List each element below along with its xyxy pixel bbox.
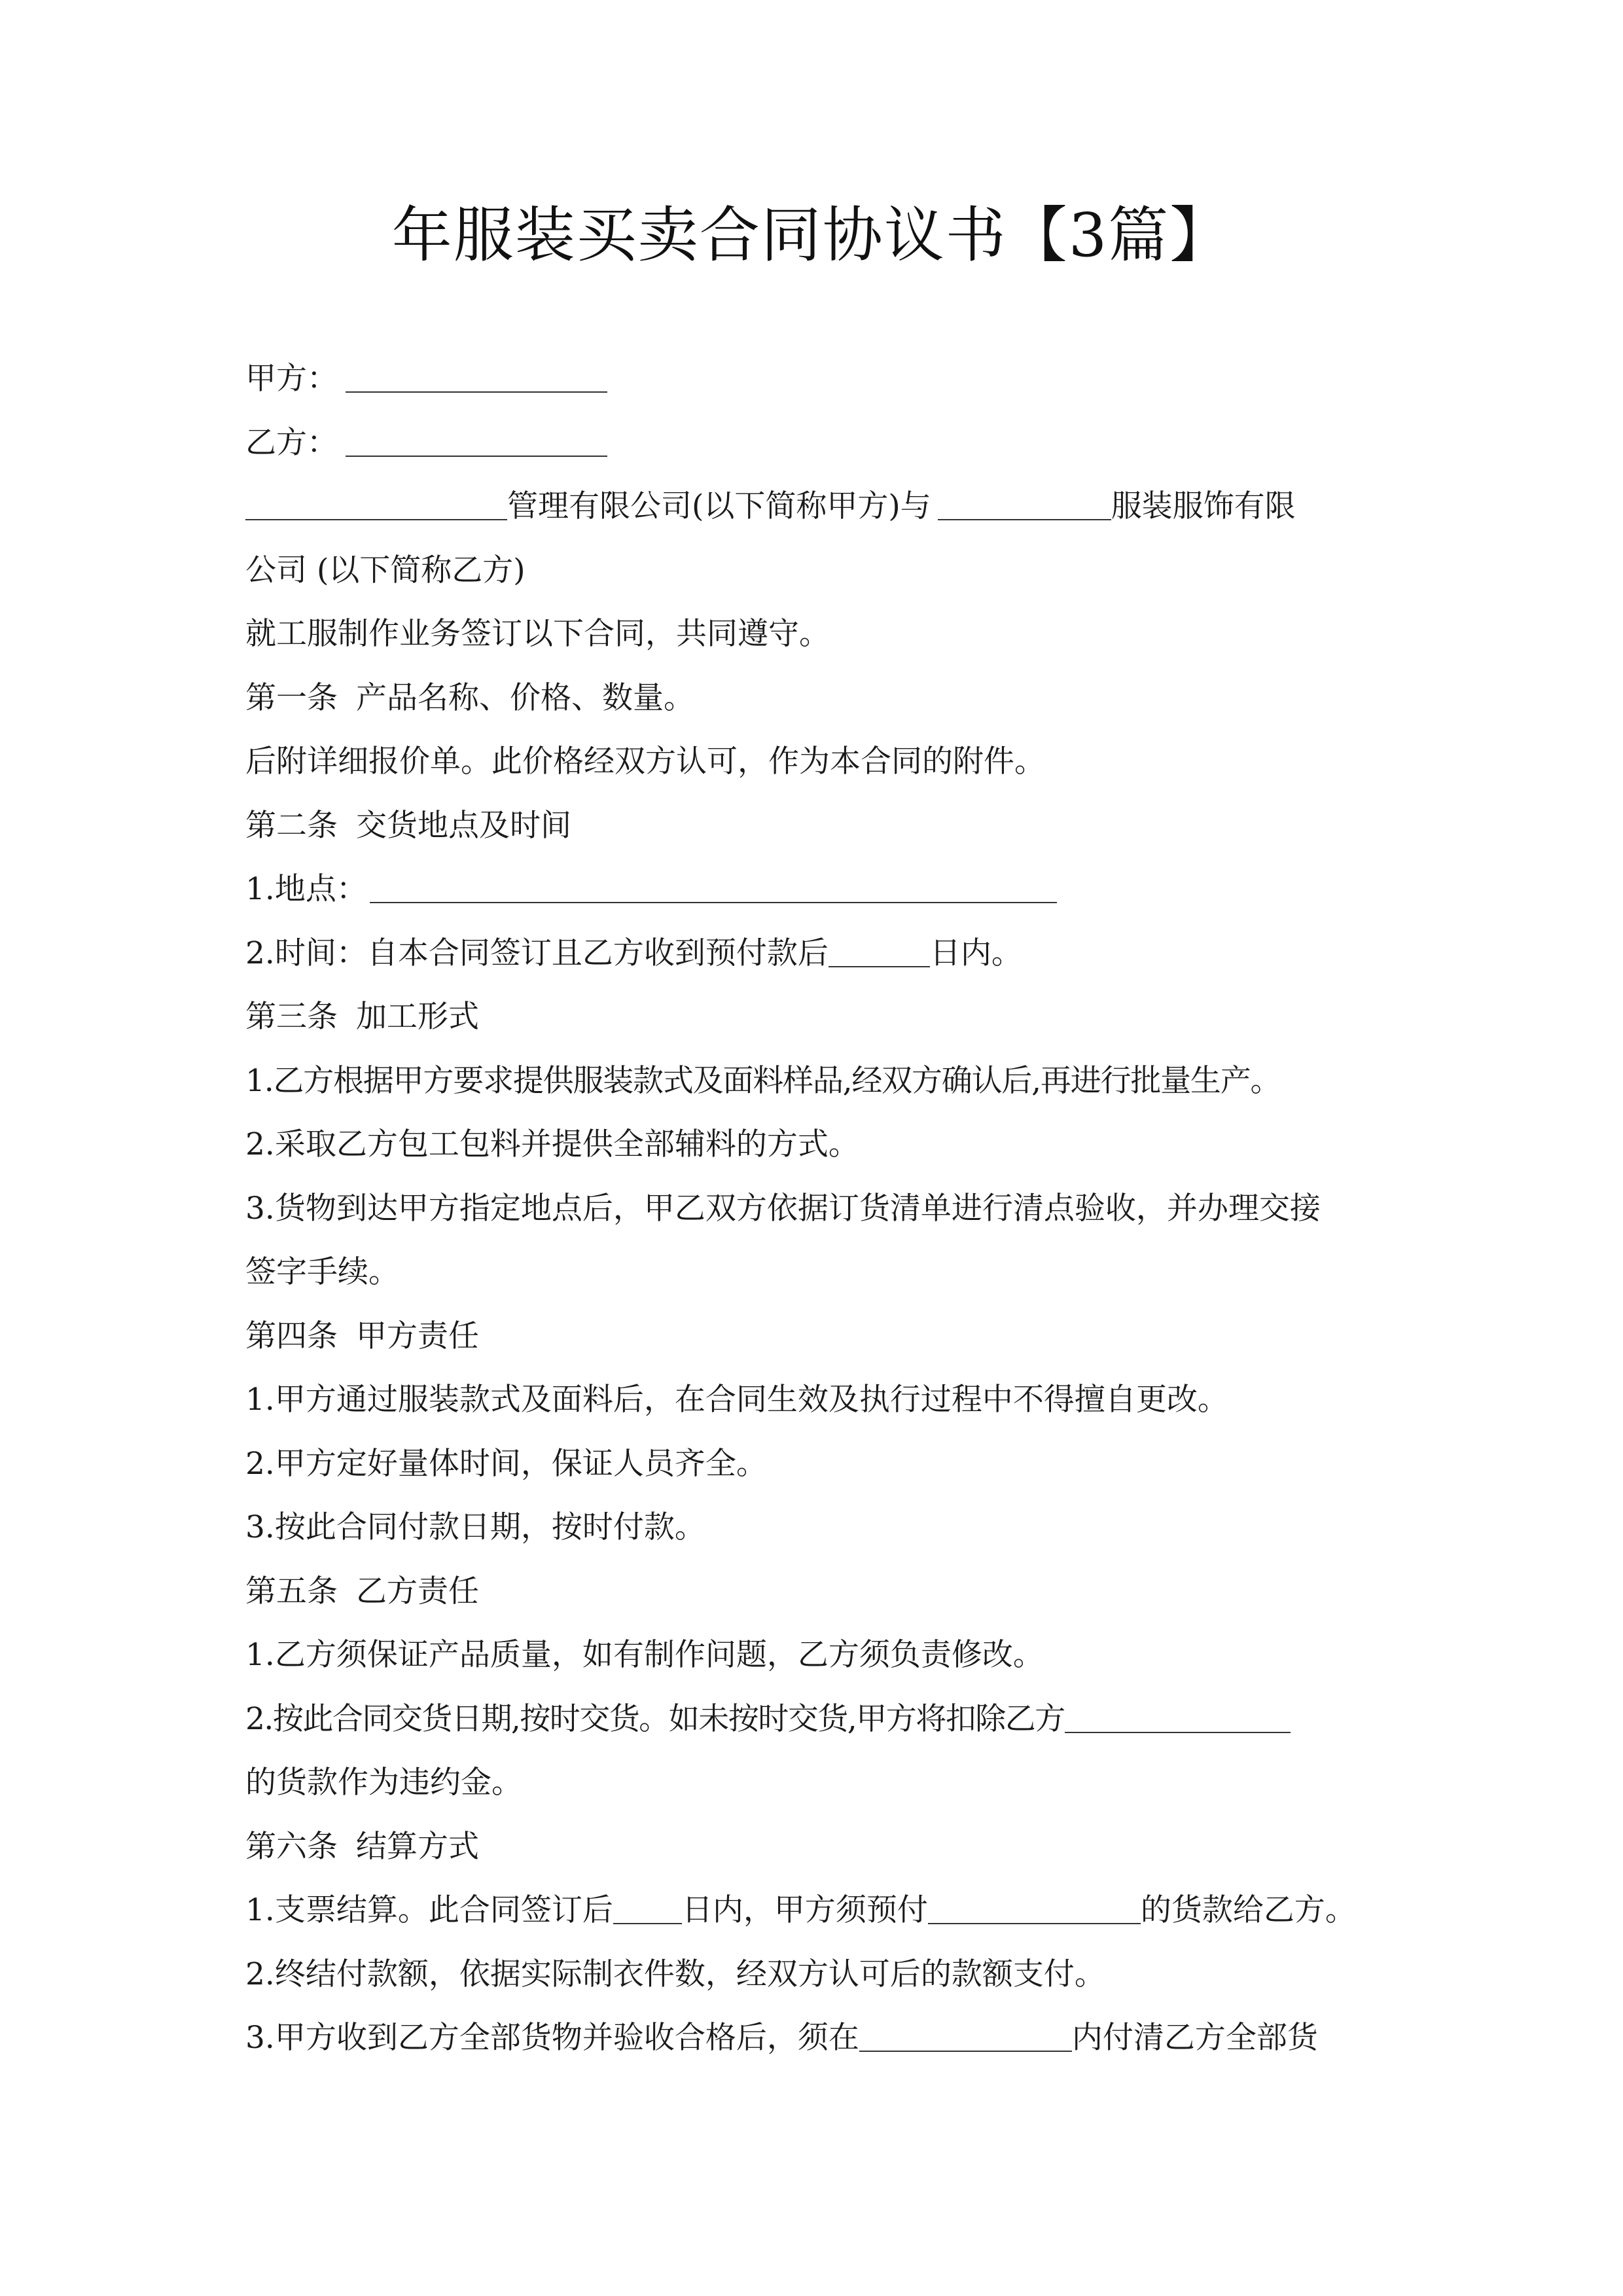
settlement-text-2: 内付清乙方全部货 — [1071, 2020, 1318, 2056]
article-3-item-3: 3.货物到达甲方指定地点后，甲乙双方依据订货清单进行清点验收，并办理交接 — [245, 1190, 1321, 1227]
payment-text-1: 1.支票结算。此合同签订后 — [245, 1892, 613, 1928]
contract-body — [245, 347, 1397, 2070]
article-2-heading — [245, 794, 1397, 858]
article-6-item-1 — [245, 1878, 1397, 1943]
intro-line-2 — [245, 539, 1397, 603]
party-a-label: 甲方： — [245, 361, 338, 397]
company-a-blank — [245, 486, 507, 520]
article-number: 第二条 — [245, 807, 338, 844]
penalty-text: 2.按此合同交货日期,按时交货。如未按时交货,甲方将扣除乙方 — [245, 1700, 1065, 1737]
article-3-heading — [245, 985, 1397, 1049]
party-b-label: 乙方： — [245, 424, 338, 461]
article-title: 交货地点及时间 — [356, 807, 571, 844]
article-title: 甲方责任 — [356, 1318, 479, 1354]
article-number: 第三条 — [245, 999, 338, 1035]
intro-text-2: 服装服饰有限 — [1111, 488, 1296, 524]
article-5-item-2-cont: 的货款作为违约金。 — [245, 1765, 522, 1801]
delivery-place-blank — [370, 869, 1057, 903]
document-title: 年服装买卖合同协议书【3篇】 — [391, 200, 1232, 270]
delivery-time-suffix: 日内。 — [929, 935, 1022, 971]
penalty-blank — [1065, 1699, 1291, 1733]
article-number: 第六条 — [245, 1828, 338, 1865]
article-number: 第一条 — [245, 679, 338, 716]
party-b-line — [245, 411, 1397, 475]
article-number: 第五条 — [245, 1573, 338, 1609]
article-number: 第四条 — [245, 1318, 338, 1354]
article-4-item-1: 1.甲方通过服装款式及面料后，在合同生效及执行过程中不得擅自更改。 — [245, 1382, 1228, 1418]
intro-text-3: 公司 (以下简称乙方) — [245, 552, 526, 588]
article-5-item-2 — [245, 1687, 1397, 1751]
article-6-item-3 — [245, 2006, 1397, 2070]
delivery-place-label: 1.地点： — [245, 871, 367, 907]
article-5-item-1: 1.乙方须保证产品质量，如有制作问题，乙方须负责修改。 — [245, 1637, 1044, 1673]
party-b-blank — [346, 423, 607, 457]
party-a-blank — [346, 359, 607, 393]
company-b-blank — [938, 486, 1111, 520]
article-6-item-2: 2.终结付款额，依据实际制衣件数，经双方认可后的款额支付。 — [245, 1956, 1105, 1992]
preamble: 就工服制作业务签订以下合同，共同遵守。 — [245, 616, 830, 652]
article-title: 产品名称、价格、数量。 — [356, 679, 694, 716]
payment-text-2: 日内，甲方须预付 — [681, 1892, 928, 1928]
intro-text-1: 管理有限公司(以下简称甲方)与 — [507, 488, 931, 524]
article-4-item-2: 2.甲方定好量体时间，保证人员齐全。 — [245, 1445, 767, 1482]
settlement-text-1: 3.甲方收到乙方全部货物并验收合格后，须在 — [245, 2020, 859, 2056]
delivery-place-line — [245, 857, 1397, 922]
payment-days-blank — [613, 1890, 682, 1924]
delivery-time-line — [245, 922, 1397, 986]
article-5-heading — [245, 1560, 1397, 1624]
article-6-heading — [245, 1815, 1397, 1879]
intro-line-1 — [245, 475, 1397, 539]
article-1-text: 后附详细报价单。此价格经双方认可，作为本合同的附件。 — [245, 744, 1045, 780]
article-4-item-3: 3.按此合同付款日期，按时付款。 — [245, 1509, 705, 1545]
article-3-item-2: 2.采取乙方包工包料并提供全部辅料的方式。 — [245, 1126, 859, 1162]
delivery-days-blank — [829, 933, 930, 967]
article-4-heading — [245, 1304, 1397, 1369]
delivery-time-text: 2.时间：自本合同签订且乙方收到预付款后 — [245, 935, 829, 971]
article-title: 乙方责任 — [356, 1573, 479, 1609]
article-1-heading — [245, 666, 1397, 730]
payment-text-3: 的货款给乙方。 — [1140, 1892, 1356, 1928]
article-3-item-1: 1.乙方根据甲方要求提供服装款式及面料样品,经双方确认后,再进行批量生产。 — [245, 1062, 1281, 1099]
article-title: 加工形式 — [356, 999, 479, 1035]
party-a-line — [245, 347, 1397, 411]
prepayment-blank — [928, 1890, 1141, 1924]
article-3-item-3-cont: 签字手续。 — [245, 1254, 399, 1290]
settlement-period-blank — [859, 2018, 1072, 2052]
article-title: 结算方式 — [356, 1828, 479, 1865]
